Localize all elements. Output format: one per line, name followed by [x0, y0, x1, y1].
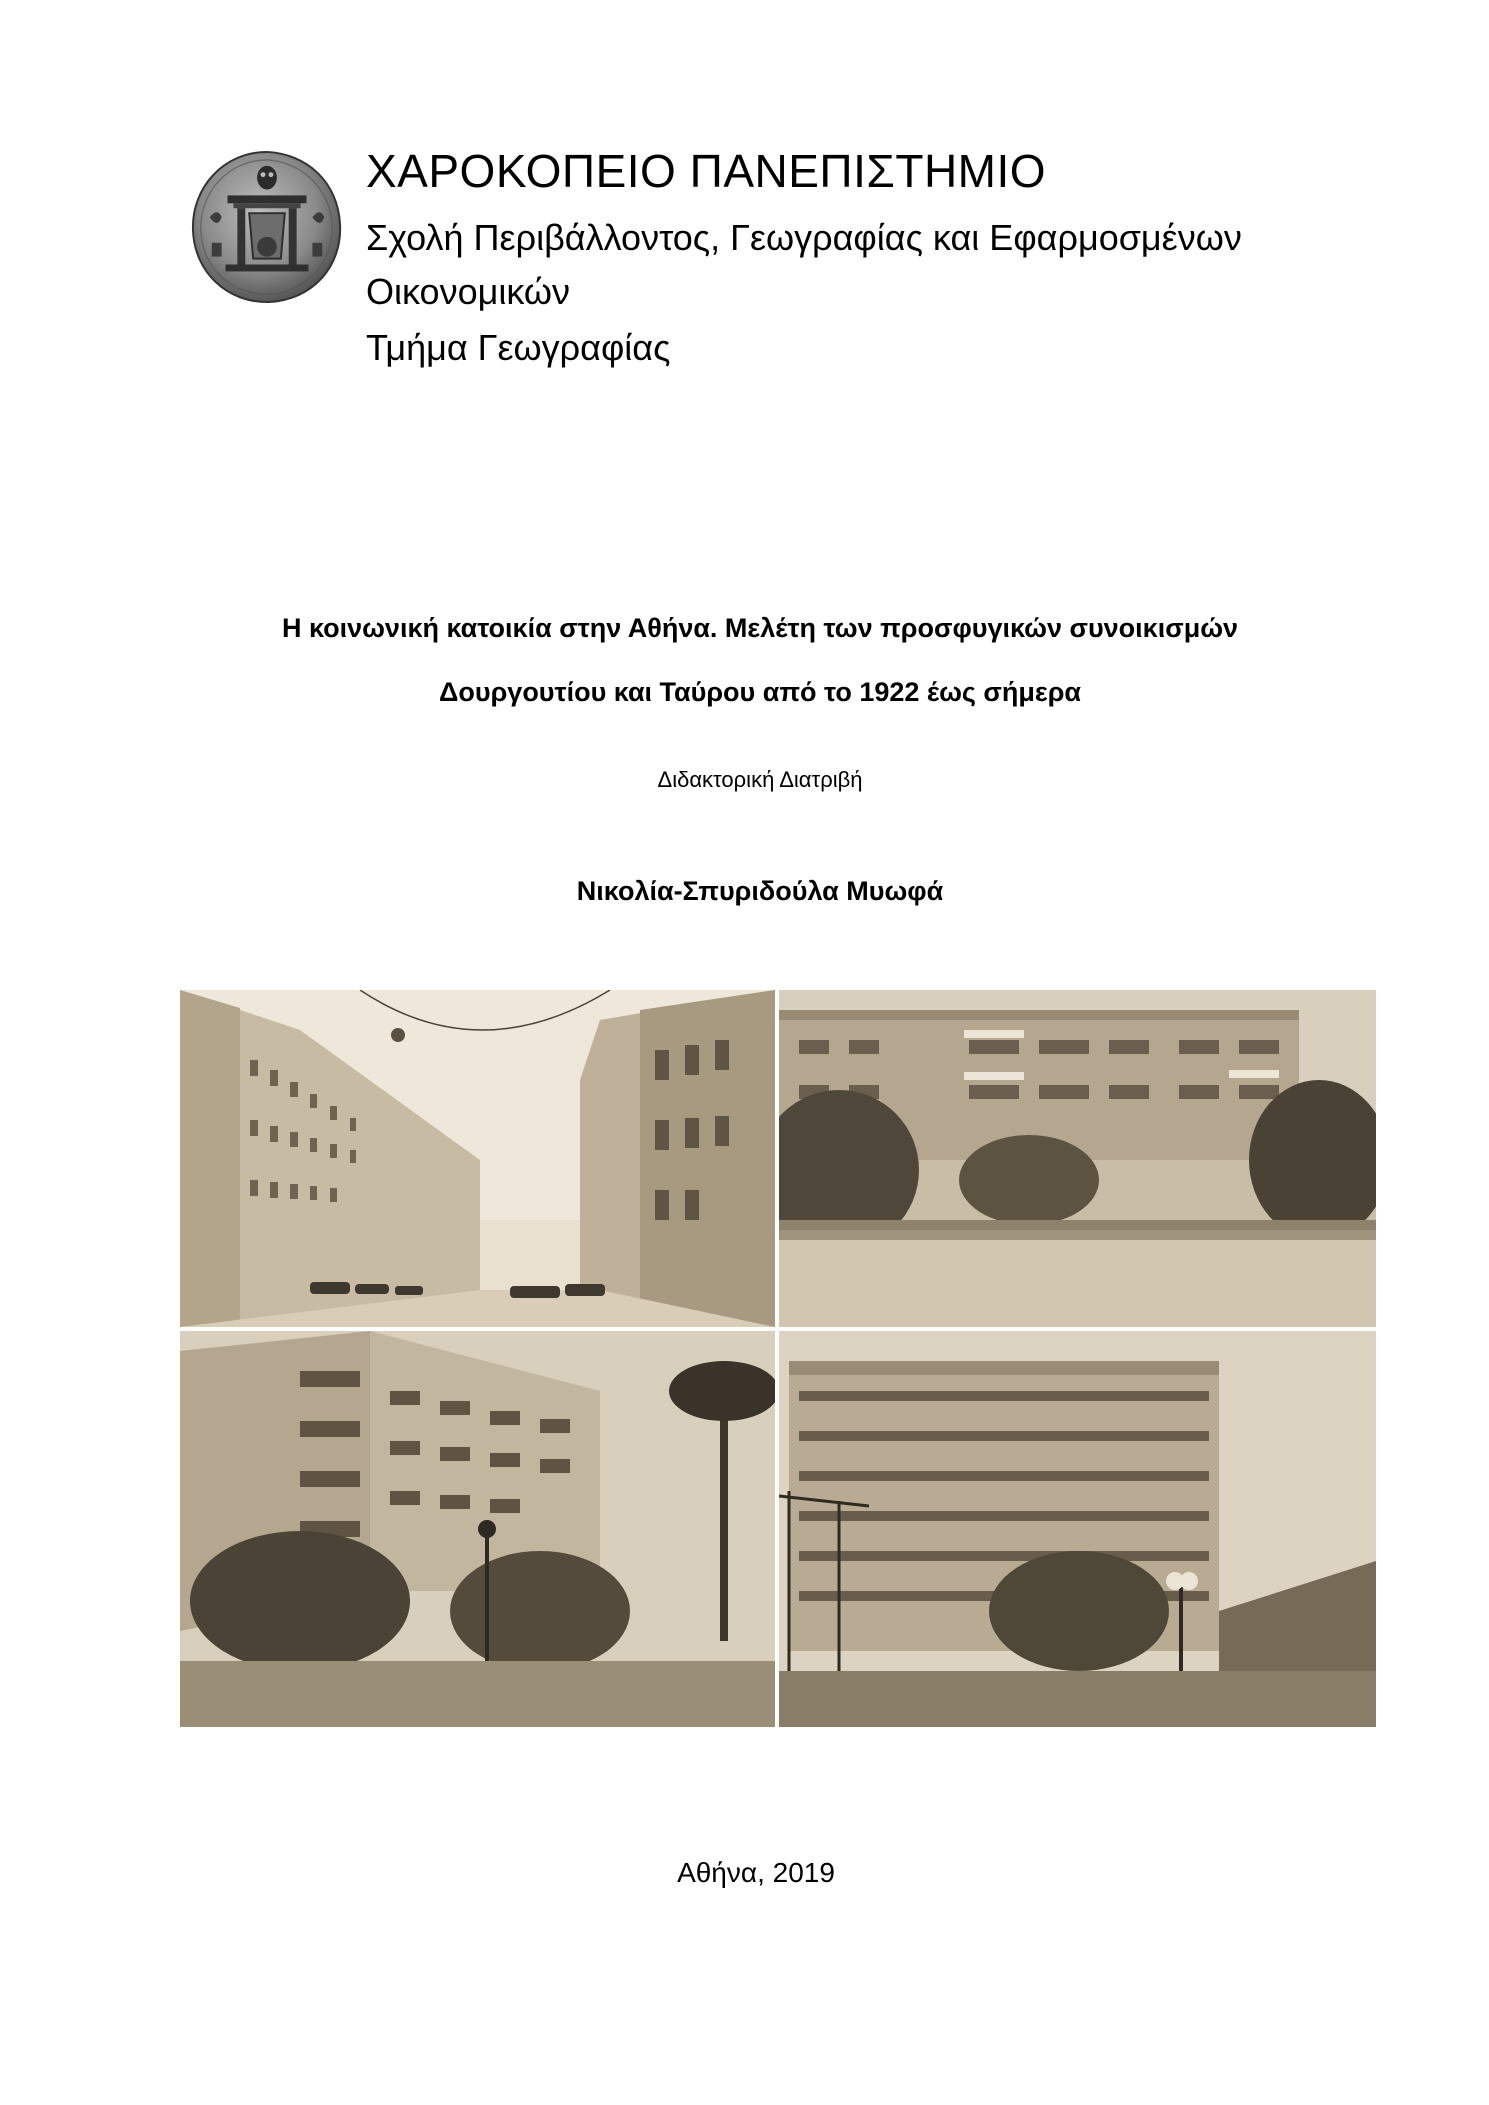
university-name: ΧΑΡΟΚΟΠΕΙΟ ΠΑΝΕΠΙΣΤΗΜΙΟ	[366, 145, 1047, 197]
tall-block-plaza-photo	[779, 1331, 1376, 1727]
photo-collage	[180, 990, 1376, 1727]
school-name-line2: Οικονομικών	[366, 271, 571, 312]
school-name-line1: Σχολή Περιβάλλοντος, Γεωγραφίας και Εφαρμοσμένων	[366, 217, 1242, 258]
street-refugee-housing-photo	[180, 990, 775, 1327]
department-name: Τμήμα Γεωγραφίας	[366, 327, 671, 368]
university-seal-coin-icon	[188, 148, 346, 306]
author-name: Νικολία-Σπυριδούλα Μυωφά	[576, 876, 944, 906]
place-and-date: Αθήνα, 2019	[677, 1857, 835, 1888]
thesis-title-line1: Η κοινωνική κατοικία στην Αθήνα. Μελέτη των προσφυγικών συνοικισμών	[281, 613, 1239, 643]
document-type: Διδακτορική Διατριβή	[657, 767, 863, 792]
square-apartment-block-photo	[779, 990, 1376, 1327]
thesis-title-line2: Δουργουτίου και Ταύρου από το 1922 έως σήμερα	[438, 677, 1082, 707]
multistorey-blocks-trees-photo	[180, 1331, 775, 1727]
